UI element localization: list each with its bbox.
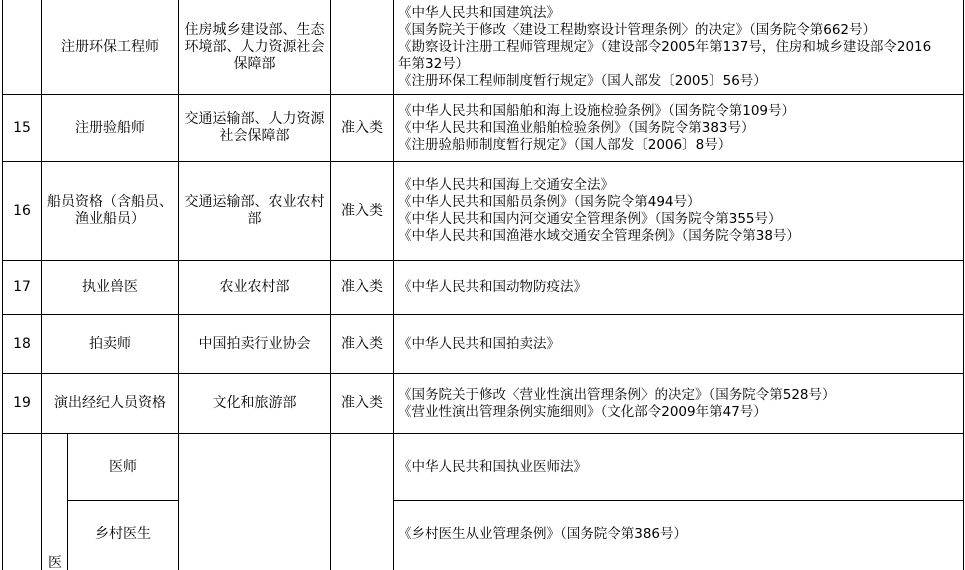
- law-item: 年第32号）: [398, 55, 470, 72]
- grid-line: [963, 0, 964, 570]
- law-item: 《中华人民共和国船员条例》（国务院令第494号）: [398, 194, 701, 210]
- row-name: 演出经纪人员资格: [54, 395, 166, 411]
- sub-row-name: 乡村医生: [95, 525, 151, 542]
- row-number: 16: [13, 202, 31, 219]
- row-type: 准入类: [341, 279, 383, 295]
- row-laws: [394, 315, 962, 373]
- row-name: 拍卖师: [89, 335, 131, 352]
- row-dept: 农业农村部: [219, 279, 290, 295]
- law-item: 《中华人民共和国海上交通安全法》: [398, 177, 614, 193]
- row-laws: [394, 374, 962, 433]
- row-laws: [394, 162, 962, 260]
- sub-row-name: 医师: [109, 458, 137, 475]
- law-item: 《中华人民共和国船舶和海上设施检验条例》（国务院令第109号）: [398, 102, 796, 119]
- row-name: 注册验船师: [75, 119, 145, 136]
- row-laws: [394, 95, 962, 161]
- row-name: 执业兽医: [82, 279, 138, 295]
- row-type: 准入类: [341, 395, 383, 411]
- law-item: 《中华人民共和国拍卖法》: [398, 335, 560, 352]
- law-item: 《中华人民共和国动物防疫法》: [398, 279, 587, 295]
- row-number: 15: [13, 119, 31, 136]
- row-number: 17: [13, 279, 31, 295]
- law-item: 《勘察设计注册工程师管理规定》（建设部令2005年第137号，住房和城乡建设部令2016: [398, 38, 932, 55]
- row-laws: [394, 0, 962, 94]
- law-item: 《注册环保工程师制度暂行规定》（国人部发〔2005〕56号）: [398, 72, 767, 89]
- law-item: 《中华人民共和国渔港水域交通安全管理条例》（国务院令第38号）: [398, 228, 800, 244]
- row-dept: 交通运输部、农业农村部: [184, 194, 325, 227]
- row-dept: 文化和旅游部: [212, 395, 297, 411]
- medical-group-label: 医: [48, 555, 62, 570]
- law-item: 《中华人民共和国内河交通安全管理条例》（国务院令第355号）: [398, 211, 782, 227]
- row-type: 准入类: [341, 335, 383, 352]
- law-item: 《营业性演出管理条例实施细则》（文化部令2009年第47号）: [398, 403, 767, 420]
- sub-row-laws: [394, 434, 962, 500]
- row-type: 准入类: [341, 119, 383, 136]
- row-name: 船员资格（含船员、渔业船员）: [47, 194, 173, 227]
- row-dept: 住房城乡建设部、生态环境部、人力资源社会保障部: [184, 21, 325, 72]
- row-type: 准入类: [341, 202, 383, 219]
- row-name: 注册环保工程师: [61, 38, 159, 55]
- row-number: 18: [13, 335, 31, 352]
- row-dept: 中国拍卖行业协会: [198, 335, 311, 352]
- row-number: 19: [13, 395, 31, 411]
- row-laws: [394, 261, 962, 314]
- sub-row-laws: [394, 501, 962, 567]
- law-item: 《中华人民共和国建筑法》: [398, 4, 560, 21]
- law-item: 《中华人民共和国执业医师法》: [398, 458, 587, 475]
- row-dept: 交通运输部、人力资源社会保障部: [184, 111, 325, 144]
- law-item: 《国务院关于修改〈建设工程勘察设计管理条例〉的决定》（国务院令第662号）: [398, 21, 877, 38]
- law-item: 《国务院关于修改〈营业性演出管理条例〉的决定》（国务院令第528号）: [398, 386, 836, 403]
- law-item: 《中华人民共和国渔业船舶检验条例》（国务院令第383号）: [398, 119, 755, 136]
- law-item: 《乡村医生从业管理条例》（国务院令第386号）: [398, 525, 688, 542]
- law-item: 《注册验船师制度暂行规定》（国人部发〔2006〕8号）: [398, 136, 732, 153]
